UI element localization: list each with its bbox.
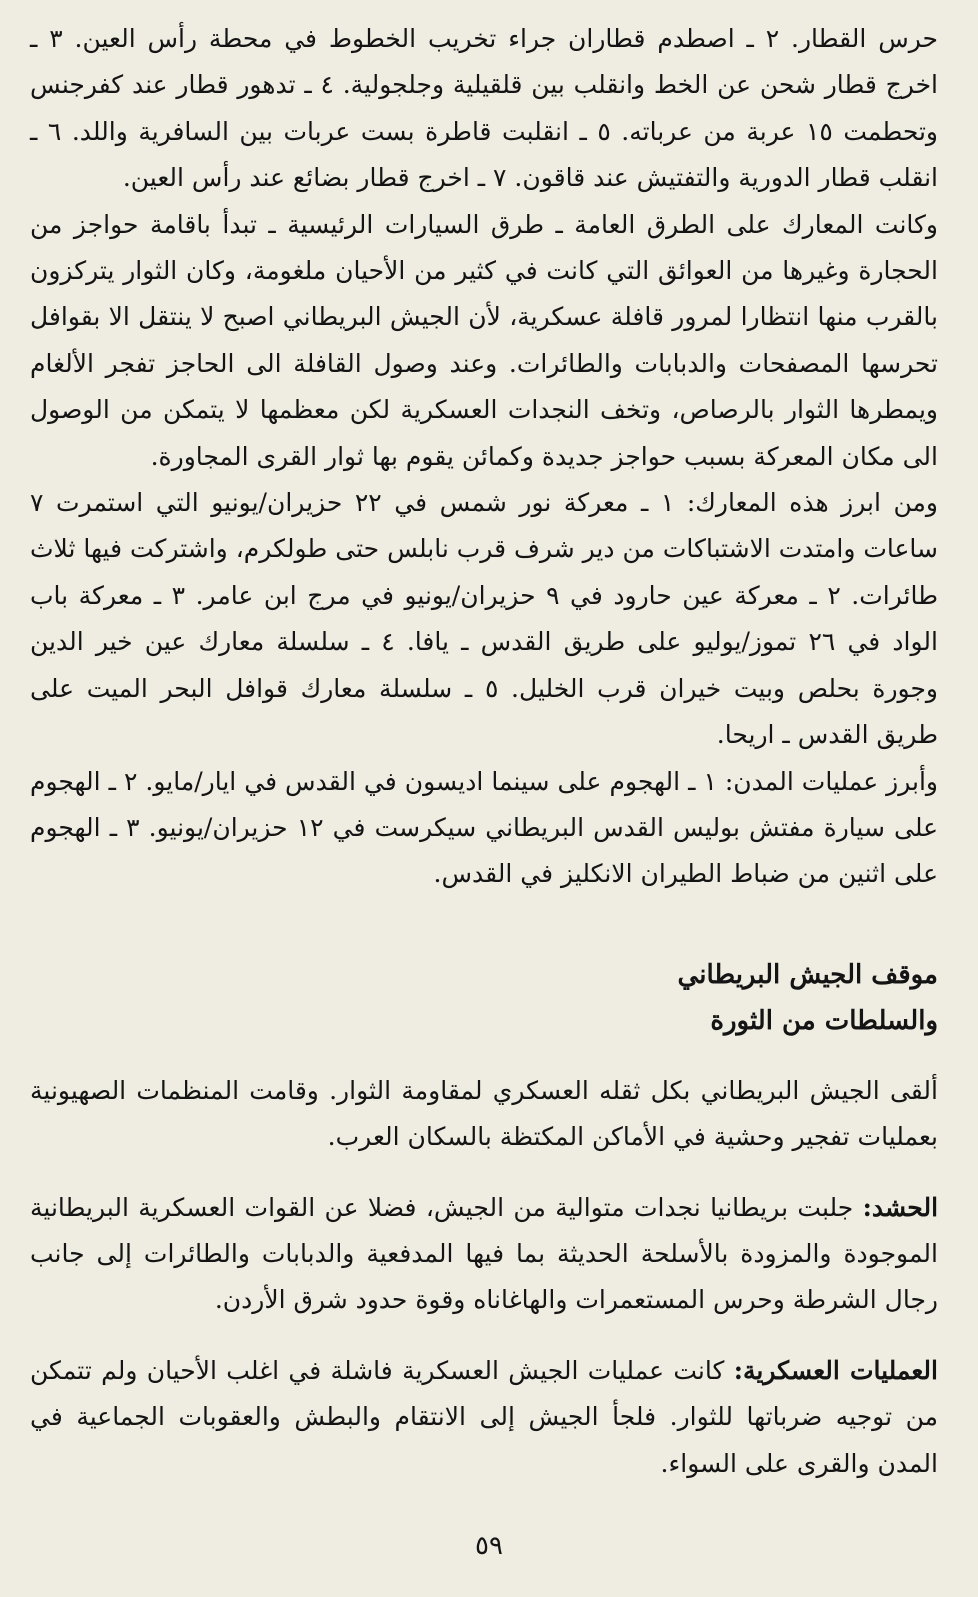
paragraph-city-operations: وأبرز عمليات المدن: ١ ـ الهجوم على سينما اديسون في القدس في ايار/مايو. ٢ ـ الهجوم على سيارة مفتش بوليس القدس البريطاني سيكرست في ١٢ حزيران/يونيو. ٣ ـ الهجوم على اثنين من ضباط الطيران الانكليز في القدس. bbox=[30, 766, 939, 889]
section-heading-line-1: موقف الجيش البريطاني bbox=[677, 959, 938, 990]
mobilization-text: جلبت بريطانيا نجدات متوالية من الجيش، فضلا عن القوات العسكرية البريطانية الموجودة والمزودة بالأسلحة الحديثة بما فيها المدفعية والدبابات والطائرات إلى جانب رجال الشرطة وحرس المستعمرات والهاغاناه وقوة حدود شرق الأردن. bbox=[30, 1192, 938, 1315]
paragraph-road-battles: وكانت المعارك على الطرق العامة ـ طرق السيارات الرئيسية ـ تبدأ باقامة حواجز من الحجارة وغيرها من العوائق التي كانت في كثير من الأحيان ملغومة، وكان الثوار يتركزون بالقرب منها انتظارا لمرور قافلة عسكرية، لأن الجيش البريطاني اصبح لا ينتقل الا بقوافل تحرسها المصفحات والدبابات والطائرات. وعند وصول القافلة الى الحاجز تفجر الألغام ويمطرها الثوار بالرصاص، وتخف النجدات العسكرية لكن معظمها لا يتمكن من الوصول الى مكان المعركة بسبب حواجز جديدة وكمائن يقوم بها ثوار القرى المجاورة. bbox=[30, 209, 938, 471]
paragraph-british-army: ألقى الجيش البريطاني بكل ثقله العسكري لمقاومة الثوار. وقامت المنظمات الصهيونية بعمليات تفجير وحشية في الأماكن المكتظة بالسكان العرب. bbox=[30, 1075, 938, 1152]
page-number: ٥٩ bbox=[475, 1531, 503, 1561]
paragraph-notable-battles: ومن ابرز هذه المعارك: ١ ـ معركة نور شمس في ٢٢ حزيران/يونيو التي استمرت ٧ ساعات وامتدت الاشتباكات من دير شرف قرب نابلس حتى طولكرم، واشتركت فيها ثلاث طائرات. ٢ ـ معركة عين حارود في ٩ حزيران/يونيو في مرج ابن عامر. ٣ ـ معركة باب الواد في ٢٦ تموز/يوليو على طريق القدس ـ يافا. ٤ ـ سلسلة معارك عين خير الدين وجورة بحلص وبيت خيران قرب الخليل. ٥ ـ سلسلة معارك قوافل البحر الميت على طريق القدس ـ اريحا. bbox=[30, 488, 938, 750]
section-heading bbox=[30, 952, 938, 1044]
paragraph-train-attacks: حرس القطار. ٢ ـ اصطدم قطاران جراء تخريب الخطوط في محطة رأس العين. ٣ ـ اخرج قطار شحن عن الخط وانقلب بين قلقيلية وجلجولية. ٤ ـ تدهور قطار عند كفرجنس وتحطمت ١٥ عربة من عرباته. ٥ ـ انقلبت قاطرة بست عربات بين السافرية واللد. ٦ ـ انقلب قطار الدورية والتفتيش عند قاقون. ٧ ـ اخرج قطار بضائع عند رأس العين. bbox=[30, 24, 939, 193]
paragraph-military-operations bbox=[30, 1348, 938, 1487]
section-heading-line-2: والسلطات من الثورة bbox=[710, 1005, 938, 1036]
military-operations-text: كانت عمليات الجيش العسكرية فاشلة في اغلب الأحيان ولم تتمكن من توجيه ضرباتها للثوار. فلجأ الجيش إلى الانتقام والبطش والعقوبات الجماعية في المدن والقرى على السواء. bbox=[30, 1355, 938, 1478]
military-operations-lead: العمليات العسكرية: bbox=[733, 1355, 938, 1385]
mobilization-lead: الحشد: bbox=[862, 1192, 939, 1222]
paragraph-mobilization bbox=[30, 1185, 938, 1324]
